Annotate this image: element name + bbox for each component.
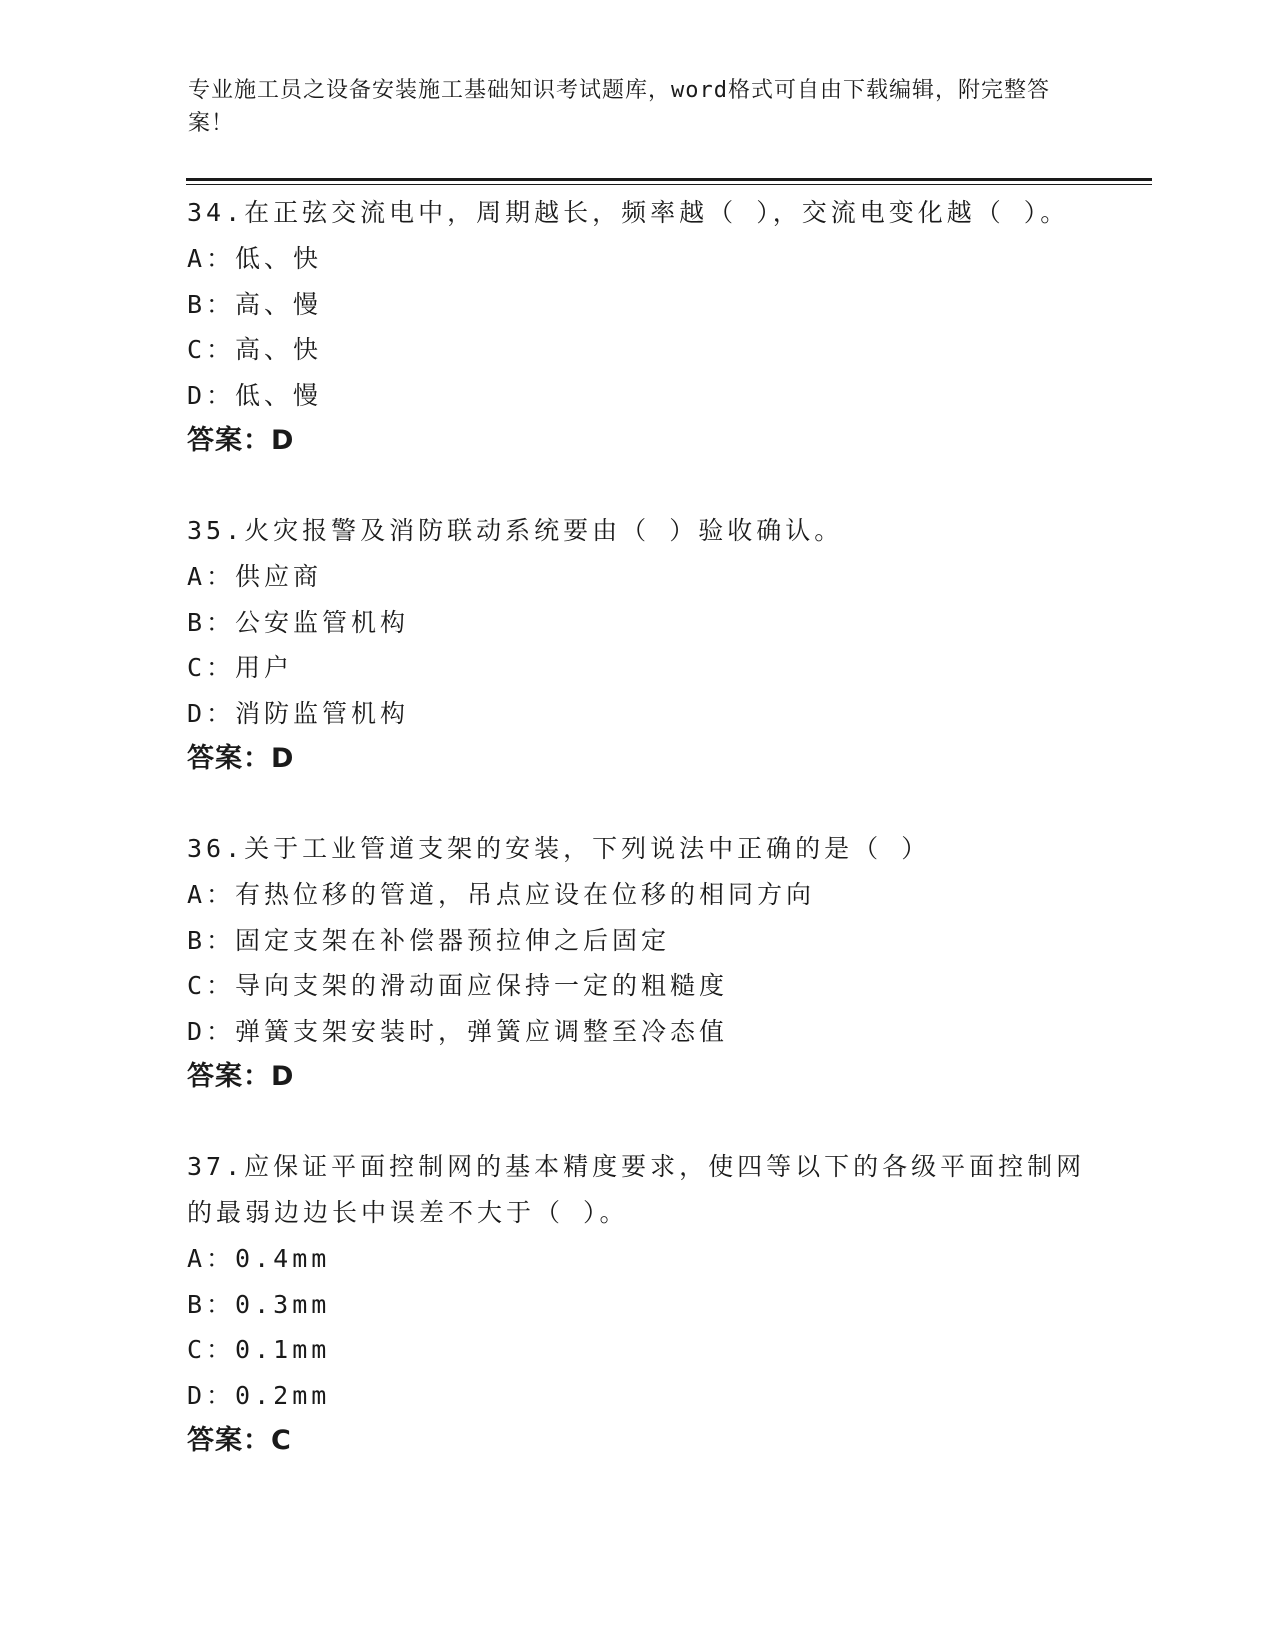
option-b: B：0.3mm	[187, 1289, 331, 1319]
question-stem: 35.火灾报警及消防联动系统要由（ ）验收确认。	[187, 516, 844, 545]
option-a: A：有热位移的管道，吊点应设在位移的相同方向	[187, 880, 816, 909]
option-c: C：高、快	[187, 335, 323, 364]
option-d: D：消防监管机构	[187, 698, 410, 728]
answer-label: 答案：D	[187, 425, 295, 456]
option-b: B：公安监管机构	[187, 607, 410, 637]
option-a: A：0.4mm	[187, 1244, 331, 1273]
option-d: D：低、慢	[187, 380, 323, 410]
header-rule-thick	[186, 178, 1152, 181]
option-b: B：固定支架在补偿器预拉伸之后固定	[187, 925, 671, 955]
question-stem: 34.在正弦交流电中，周期越长，频率越（ ），交流电变化越（ ）。	[187, 198, 1070, 227]
option-d: D：0.2mm	[187, 1380, 331, 1410]
option-c: C：导向支架的滑动面应保持一定的粗糙度	[187, 971, 729, 1000]
question-37	[187, 1144, 1087, 1463]
option-d: D：弹簧支架安装时，弹簧应调整至冷态值	[187, 1016, 729, 1046]
question-stem: 36.关于工业管道支架的安装，下列说法中正确的是（ ）	[187, 834, 931, 863]
question-34	[187, 190, 1087, 463]
question-stem: 37.应保证平面控制网的基本精度要求，使四等以下的各级平面控制网的最弱边边长中误差不大于（ ）。	[187, 1152, 1086, 1227]
option-a: A：低、快	[187, 244, 323, 273]
option-a: A：供应商	[187, 562, 323, 591]
question-35	[187, 508, 1087, 781]
document-header: 专业施工员之设备安装施工基础知识考试题库，word格式可自由下载编辑，附完整答案！	[188, 78, 1050, 136]
answer-label: 答案：D	[187, 1061, 295, 1092]
header-rule-thin	[186, 184, 1152, 185]
question-36	[187, 826, 1087, 1099]
option-c: C：用户	[187, 653, 294, 682]
answer-label: 答案：C	[187, 1425, 292, 1456]
answer-label: 答案：D	[187, 743, 295, 774]
option-b: B：高、慢	[187, 289, 323, 319]
option-c: C：0.1mm	[187, 1335, 331, 1364]
question-list	[187, 190, 1087, 1508]
